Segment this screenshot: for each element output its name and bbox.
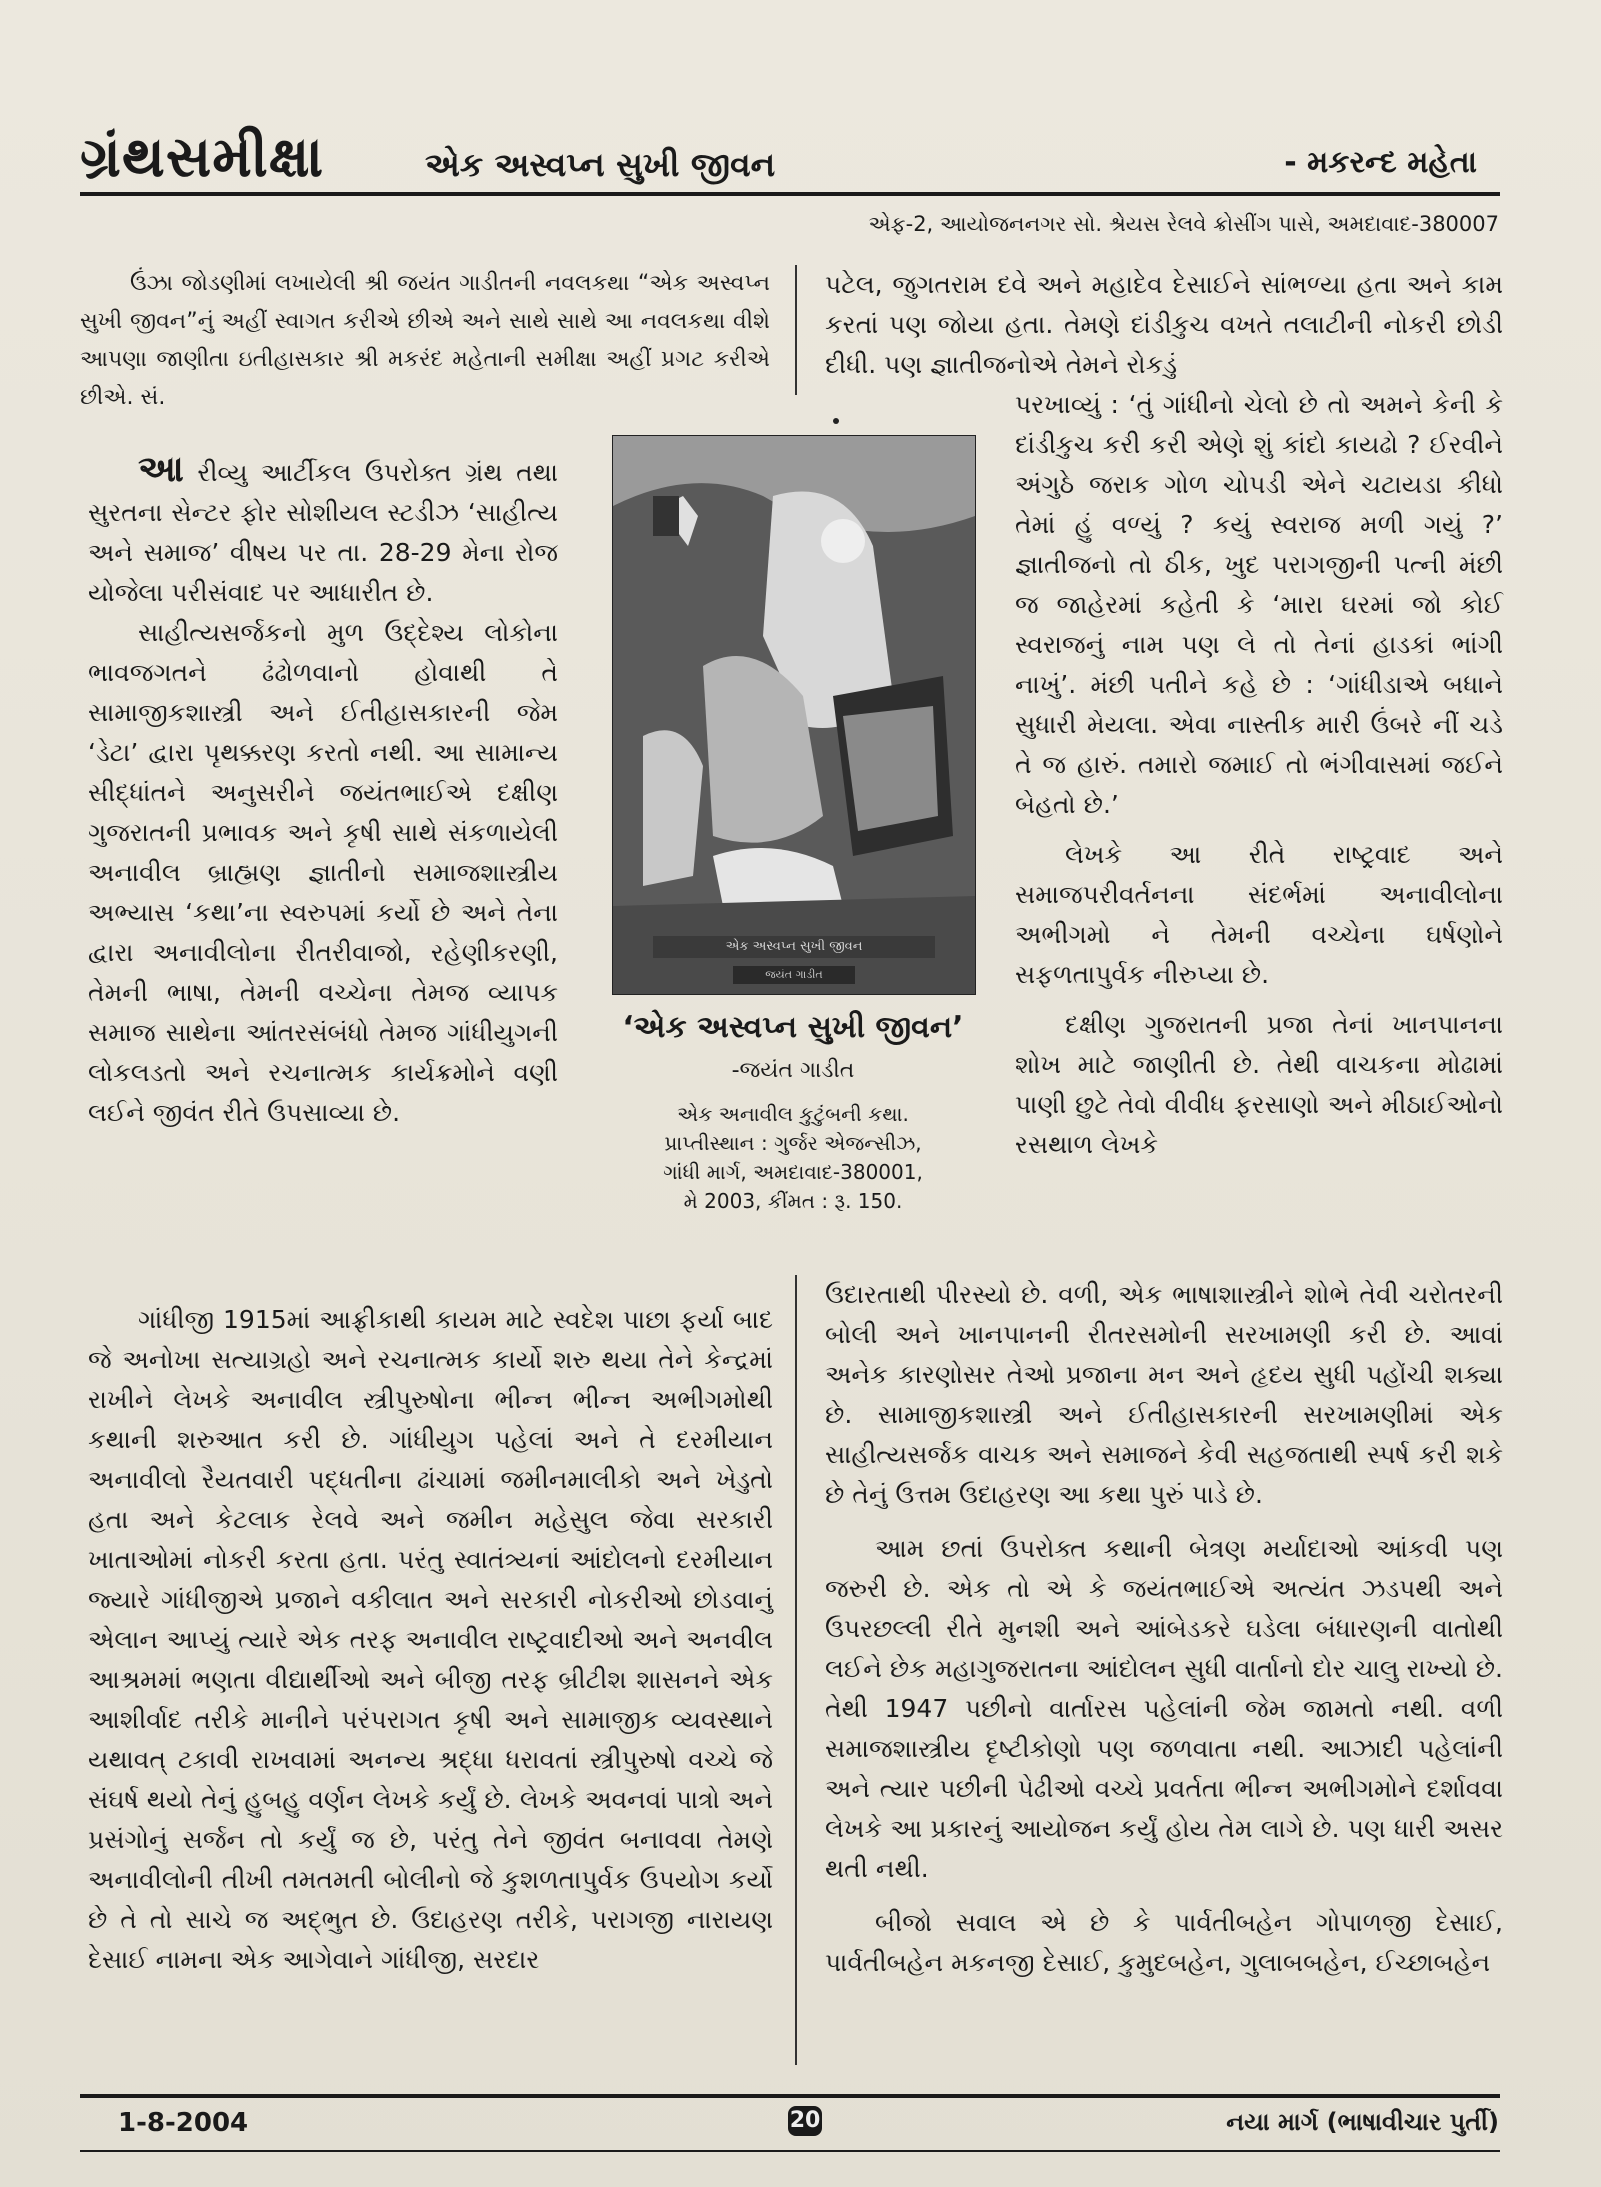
section-title: ગ્રંથસમીક્ષા — [80, 125, 325, 190]
right-column — [1015, 385, 1503, 1165]
column-divider-bottom — [795, 1275, 797, 2065]
column-divider-top — [795, 265, 797, 395]
drop-cap: આ — [138, 449, 184, 490]
right-wide-column — [825, 1275, 1503, 1983]
paragraph-5: ઉદારતાથી પીરસ્યો છે. વળી, એક ભાષાશાસ્ત્રીને શોભે તેવી ચરોતરની બોલી અને ખાનપાનની રીતરસમોની સરખામણી કરી છે. આવાં અનેક કારણોસર તેઓ પ્રજાના મન અને હૃદય સુધી પહોંચી શક્યા છે. સામાજીકશાસ્ત્રી અને ઈતીહાસકારની સરખામણીમાં એક સાહીત્યસર્જક વાચક અને સમાજને કેવી સહજતાથી સ્પર્ષ કરી શકે છે તેનું ઉત્તમ ઉદાહરણ આ કથા પુરું પાડે છે. — [825, 1280, 1503, 1509]
left-wide-column: ગાંધીજી 1915માં આફ્રીકાથી કાયમ માટે સ્વદેશ પાછા ફર્યા બાદ જે અનોખા સત્યાગ્રહો અને રચનાત્મક કાર્યો શરુ થયા તેને કેન્દ્રમાં રાખીને લેખકે અનાવીલ સ્ત્રીપુરુષોના ભીન્ન ભીન્ન અભીગમોથી કથાની શરુઆત કરી છે. ગાંધીયુગ પહેલાં અને તે દરમીયાન અનાવીલો રૈયતવારી પદ્ધતીના ઢાંચામાં જમીનમાલીકો અને ખેડુતો હતા અને કેટલાક રેલવે અને જમીન મહેસુલ જેવા સરકારી ખાતાઓમાં નોકરી કરતા હતા. પરંતુ સ્વાતંત્ર્યનાં આંદોલનો દરમીયાન જ્યારે ગાંધીજીએ પ્રજાને વકીલાત અને સરકારી નોકરીઓ છોડવાનું એલાન આપ્યું ત્યારે એક તરફ અનાવીલ રાષ્ટ્રવાદીઓ અને અનવીલ આશ્રમમાં ભણતા વીદ્યાર્થીઓ અને બીજી તરફ બ્રીટીશ શાસનને એક આશીર્વાદ તરીકે માનીને પરંપરાગત કૃષી અને સામાજીક વ્યવસ્થાને યથાવત્ ટકાવી રાખવામાં અનન્ય શ્રદ્ધા ધરાવતાં સ્ત્રીપુરુષો વચ્ચે જે સંઘર્ષ થયો તેનું હુબહુ વર્ણન લેખકે કર્યું છે. લેખકે અવનવાં પાત્રો અને પ્રસંગોનું સર્જન તો કર્યું જ છે, પરંતુ તેને જીવંત બનાવવા તેમણે અનાવીલોની તીખી તમતમતી બોલીનો જે કુશળતાપુર્વક ઉપયોગ કર્યો છે તે તો સાચે જ અદ્ભુત છે. ઉદાહરણ તરીકે, પરાગજી નારાયણ દેસાઈ નામના એક આગેવાને ગાંધીજી, સરદાર — [88, 1305, 773, 1974]
footer-bottom-rule — [80, 2150, 1500, 2152]
cover-title: એક અસ્વપ્ન સુખી જીવન — [653, 936, 935, 958]
paragraph-7: બીજો સવાલ એ છે કે પાર્વતીબહેન ગોપાળજી દેસાઈ, પાર્વતીબહેન મકનજી દેસાઈ, કુમુદબહેન, ગુલાબબહેન, ઈચ્છાબહેન — [825, 1908, 1503, 1977]
article-author: - મકરન્દ મહેતા — [1284, 145, 1477, 180]
caption-author: -જયંત ગાડીત — [731, 1058, 855, 1083]
paragraph-3: લેખકે આ રીતે રાષ્ટ્રવાદ અને સમાજપરીવર્તનના સંદર્ભમાં અનાવીલોના અભીગમો ને તેમની વચ્ચેના ઘર્ષણોને સફળતાપુર્વક નીરુપ્યા છે. — [1015, 840, 1503, 989]
right-column-top: પટેલ, જુગતરામ દવે અને મહાદેવ દેસાઈને સાંભળ્યા હતા અને કામ કરતાં પણ જોયા હતા. તેમણે દાંડીકુચ વખતે તલાટીની નોકરી છોડી દીધી. પણ જ્ઞાતીજનોએ તેમને રોકડું — [825, 270, 1503, 379]
paragraph-quote: પરખાવ્યું : ‘તું ગાંધીનો ચેલો છે તો અમને કેની કે દાંડીકુચ કરી કરી એણે શું કાંદો કાયઢો ? ઈરવીને અંગુઠે જરાક ગોળ ચોપડી એને ચટાયડા કીધો તેમાં હું વળ્યું ? કયું સ્વરાજ મળી ગયું ?’ જ્ઞાતીજનો તો ઠીક, ખુદ પરાગજીની પત્ની મંછી જ જાહેરમાં કહેતી કે ‘મારા ઘરમાં જો કોઈ સ્વરાજનું નામ પણ લે તો તેનાં હાડકાં ભાંગી નાખું’. મંછી પતીને કહે છે : ‘ગાંધીડાએ બધાને સુધારી મેયલા. એવા નાસ્તીક મારી ઉંબરે નીં ચડે તે જ હારું. તમારો જમાઈ તો ભંગીવાસમાં જઈને બેહતો છે.’ — [1015, 390, 1503, 819]
paragraph-2: સાહીત્યસર્જકનો મુળ ઉદ્દેશ્ય લોકોના ભાવજગતને ઢંઢોળવાનો હોવાથી તે સામાજીકશાસ્ત્રી અને ઈતીહાસકારની જેમ ‘ડેટા’ દ્વારા પૃથક્કરણ કરતો નથી. આ સામાન્ય સીદ્ધાંતને અનુસરીને જયંતભાઈએ દક્ષીણ ગુજરાતની પ્રભાવક અને કૃષી સાથે સંકળાયેલી અનાવીલ બ્રાહ્મણ જ્ઞાતીનો સમાજશાસ્ત્રીય અભ્યાસ ‘કથા’ના સ્વરુપમાં કર્યો છે અને તેના દ્વારા અનાવીલોના રીતરીવાજો, રહેણીકરણી, તેમની ભાષા, તેમની વચ્ચેના તેમજ વ્યાપક સમાજ સાથેના આંતરસંબંધો તેમજ ગાંધીયુગની લોકલડતો અને રચનાત્મક કાર્યક્રમોને વણી લઈને જીવંત રીતે ઉપસાવ્યા છે. — [88, 618, 558, 1127]
magazine-name: નયા માર્ગ (ભાષાવીચાર પુર્તી) — [1226, 2108, 1499, 2136]
article-title: એક અસ્વપ્ન સુખી જીવન — [425, 145, 776, 184]
caption-line: મે 2003, કીંમત : રૂ. 150. — [683, 1189, 903, 1213]
cover-illustration — [613, 436, 975, 994]
caption-line: ગાંધી માર્ગ, અમદાવાદ-380001, — [663, 1160, 923, 1184]
left-column — [88, 450, 558, 1133]
divider-dot — [833, 418, 839, 424]
author-address: એફ-2, આયોજનનગર સો. શ્રેયસ રેલવે ક્રોસીંગ પાસે, અમદાવાદ-380007 — [868, 212, 1499, 236]
caption-info — [612, 1100, 974, 1216]
paragraph-6: આમ છતાં ઉપરોક્ત કથાની બેત્રણ મર્યાદાઓ આંકવી પણ જરુરી છે. એક તો એ કે જયંતભાઈએ અત્યંત ઝડપથી અને ઉપરછલ્લી રીતે મુનશી અને આંબેડકરે ઘડેલા બંધારણની વાતોથી લઈને છેક મહાગુજરાતના આંદોલન સુધી વાર્તાનો દોર ચાલુ રાખ્યો છે. તેથી 1947 પછીનો વાર્તારસ પહેલાંની જેમ જામતો નથી. વળી સમાજશાસ્ત્રીય દૃષ્ટીકોણો પણ જળવાતા નથી. આઝાદી પહેલાંની અને ત્યાર પછીની પેઢીઓ વચ્ચે પ્રવર્તતા ભીન્ન અભીગમોને દર્શાવવા લેખકે આ પ્રકારનું આયોજન કર્યું હોય તેમ લાગે છે. પણ ધારી અસર થતી નથી. — [825, 1534, 1503, 1883]
page-number: 20 — [788, 2106, 822, 2136]
footer-rule — [80, 2094, 1500, 2098]
header-rule — [80, 192, 1500, 196]
issue-date: 1-8-2004 — [118, 2108, 249, 2138]
paragraph-1: આ રીવ્યુ આર્ટીકલ ઉપરોક્ત ગ્રંથ તથા સુરતના સેન્ટર ફોર સોશીયલ સ્ટડીઝ ‘સાહીત્ય અને સમાજ’ વીષય પર તા. 28-29 મેના રોજ યોજેલા પરીસંવાદ પર આધારીત છે. — [88, 449, 558, 607]
editor-note: ઉંઝા જોડણીમાં લખાયેલી શ્રી જયંત ગાડીતની નવલકથા “એક અસ્વપ્ન સુખી જીવન”નું અહીં સ્વાગત કરીએ છીએ અને સાથે સાથે આ નવલકથા વીશે આપણા જાણીતા ઇતીહાસકાર શ્રી મકરંદ મહેતાની સમીક્ષા અહીં પ્રગટ કરીએ છીએ. સં. — [80, 271, 770, 410]
caption-title: ‘એક અસ્વપ્ન સુખી જીવન’ — [622, 1010, 964, 1045]
cover-author: જયંત ગાડીત — [733, 966, 855, 984]
caption-line: એક અનાવીલ કુટુંબની કથા. — [677, 1102, 909, 1126]
caption-line: પ્રાપ્તીસ્થાન : ગુર્જર એજન્સીઝ, — [664, 1131, 922, 1155]
book-cover-image — [612, 435, 976, 995]
paragraph-4: દક્ષીણ ગુજરાતની પ્રજા તેનાં ખાનપાનના શોખ માટે જાણીતી છે. તેથી વાચકના મોઢામાં પાણી છુટે તેવો વીવીધ ફરસાણો અને મીઠાઈઓનો રસથાળ લેખકે — [1015, 1010, 1503, 1159]
